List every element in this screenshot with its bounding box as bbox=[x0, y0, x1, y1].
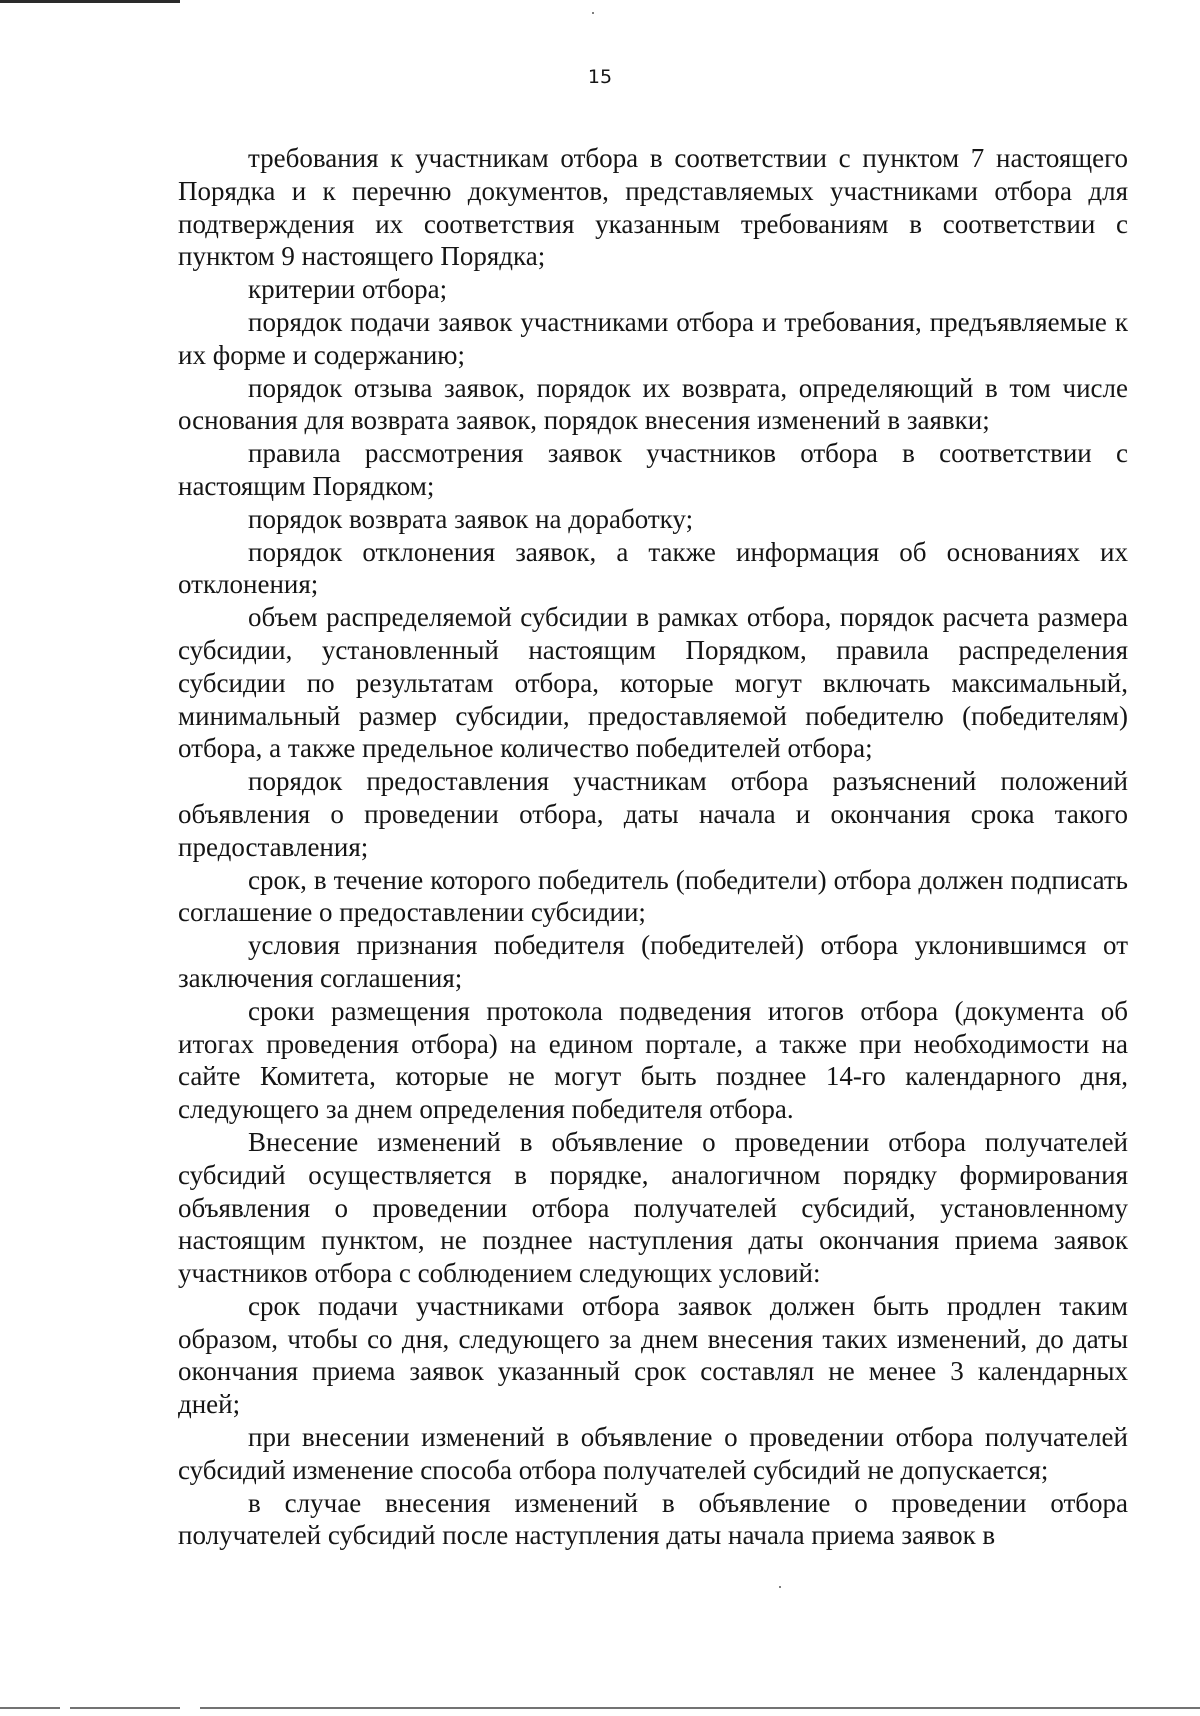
paragraph: правила рассмотрения заявок участников отбора в соответствии с настоящим Порядком; bbox=[178, 438, 1128, 501]
document-body bbox=[178, 142, 1128, 1552]
paragraph: при внесении изменений в объявление о проведении отбора получателей субсидий изменение способа отбора получателей субсидий не допускается; bbox=[178, 1422, 1128, 1485]
paragraph: порядок отзыва заявок, порядок их возврата, определяющий в том числе основания для возврата заявок, порядок внесения изменений в заявки; bbox=[178, 372, 1128, 436]
paragraph: в случае внесения изменений в объявление о проведении отбора получателей субсидий после наступления даты начала приема заявок в bbox=[178, 1487, 1128, 1551]
paragraph: объем распределяемой субсидии в рамках отбора, порядок расчета размера субсидии, установленный настоящим Порядком, правила распределения субсидии по результатам отбора, которые могут включать максимальный, минимальный размер субсидии, предоставляемой победителю (победителям) отбора, а также предельное количество победителей отбора; bbox=[178, 602, 1128, 764]
scan-speck bbox=[779, 1586, 781, 1588]
paragraph: порядок предоставления участникам отбора разъяснений положений объявления о проведении отбора, даты начала и окончания срока такого предоставления; bbox=[178, 766, 1128, 862]
scan-edge-top bbox=[0, 0, 180, 3]
paragraph: требования к участникам отбора в соответствии с пунктом 7 настоящего Порядка и к перечню документов, представляемых участниками отбора для подтверждения их соответствия указанным требованиям в соответствии с пунктом 9 настоящего Порядка; bbox=[178, 143, 1128, 272]
scan-speck bbox=[592, 12, 594, 14]
paragraph: сроки размещения протокола подведения итогов отбора (документа об итогах проведения отбора) на едином портале, а также при необходимости на сайте Комитета, которые не могут быть позднее 14-го календарного дня, следующего за днем определения победителя отбора. bbox=[178, 995, 1128, 1125]
scan-edge-bottom bbox=[0, 1707, 1200, 1709]
paragraph: критерии отбора; bbox=[248, 274, 448, 305]
paragraph: срок, в течение которого победитель (победители) отбора должен подписать соглашение о предоставлении субсидии; bbox=[178, 864, 1128, 928]
paragraph: порядок подачи заявок участниками отбора и требования, предъявляемые к их форме и содержанию; bbox=[178, 306, 1128, 370]
paragraph: срок подачи участниками отбора заявок должен быть продлен таким образом, чтобы со дня, следующего за днем внесения таких изменений, до даты окончания приема заявок указанный срок составлял не менее 3 календарных дней; bbox=[178, 1290, 1128, 1420]
paragraph: Внесение изменений в объявление о проведении отбора получателей субсидий осуществляется в порядке, аналогичном порядку формирования объявления о проведении отбора получателей субсидий, установленному настоящим пунктом, не позднее наступления даты окончания приема заявок участников отбора с соблюдением следующих условий: bbox=[178, 1126, 1128, 1289]
paragraph: порядок отклонения заявок, а также информация об основаниях их отклонения; bbox=[178, 536, 1128, 600]
paragraph: порядок возврата заявок на доработку; bbox=[248, 503, 694, 534]
page-number: 15 bbox=[587, 66, 613, 88]
paragraph: условия признания победителя (победителей) отбора уклонившимся от заключения соглашения; bbox=[178, 930, 1128, 993]
